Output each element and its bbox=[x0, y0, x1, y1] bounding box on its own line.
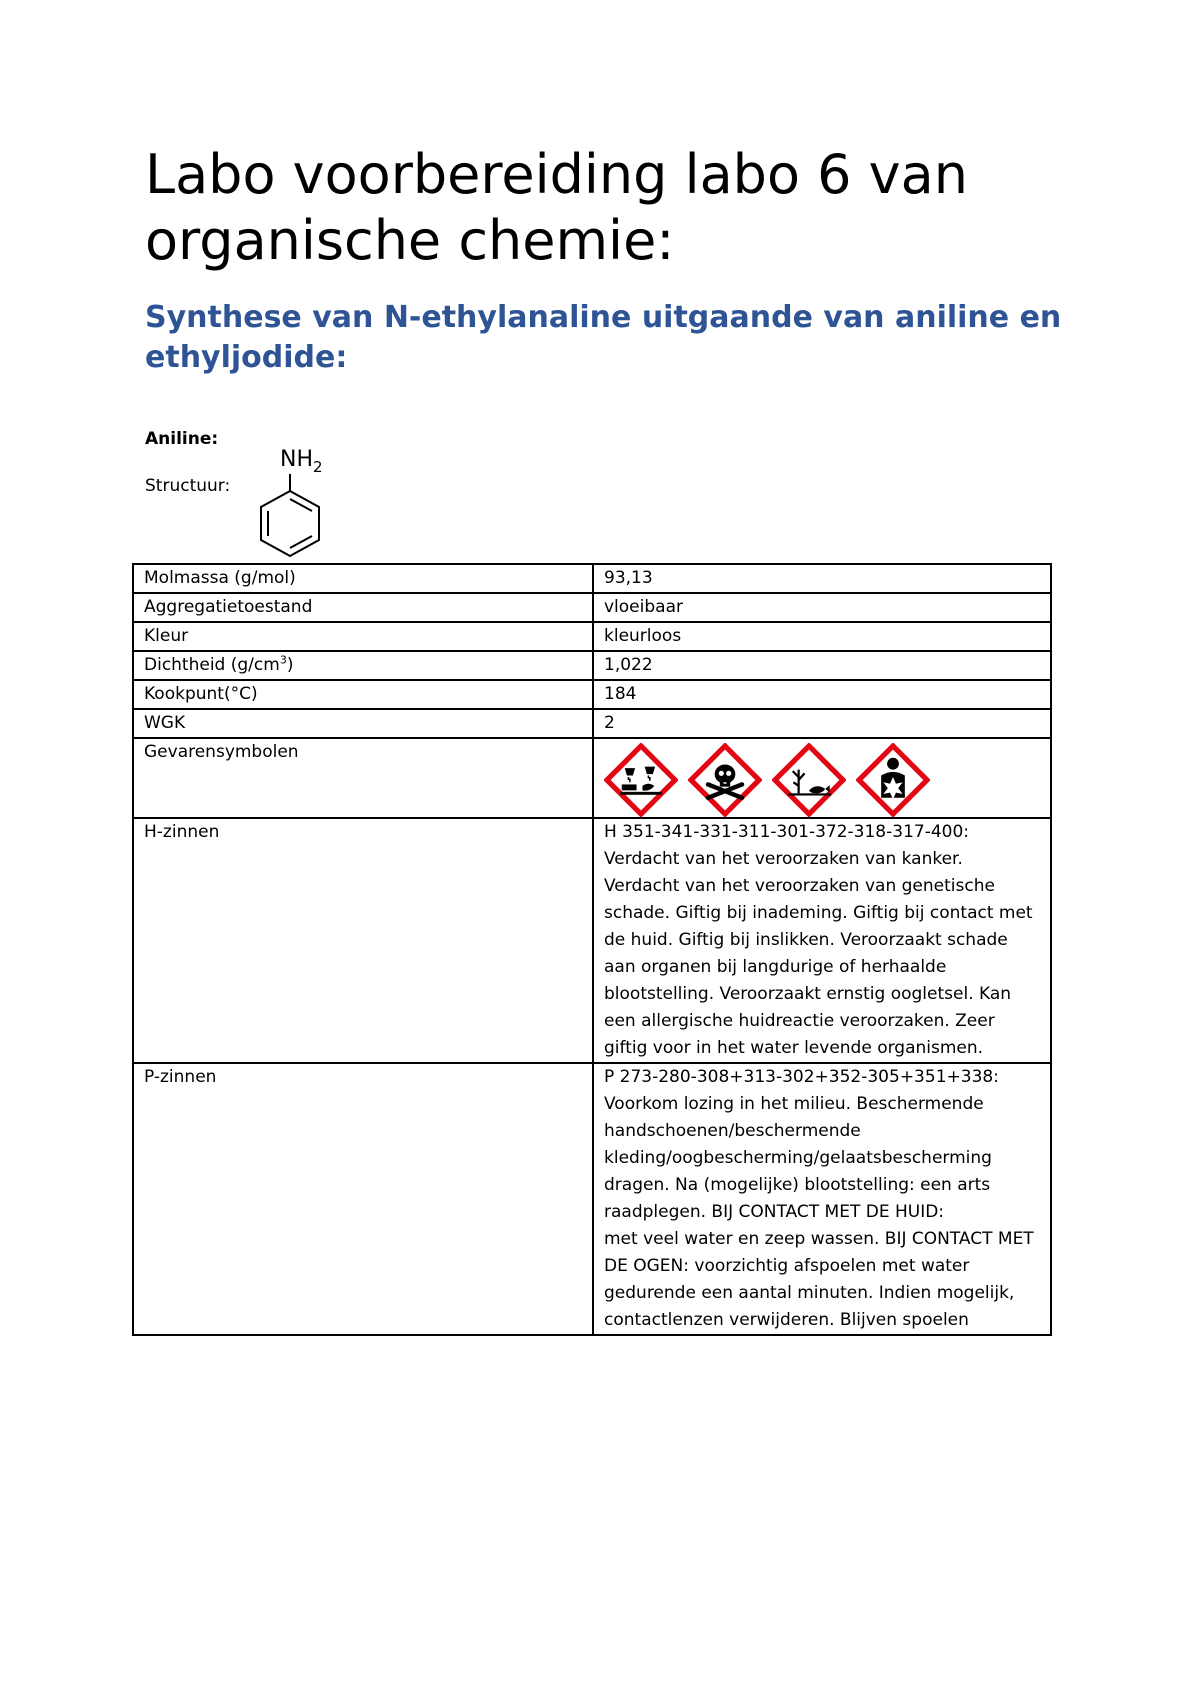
page-subtitle: Synthese van N-ethylanaline uitgaande van aniline en ethyljodide: bbox=[145, 300, 1062, 375]
table-row bbox=[133, 622, 1051, 651]
h-phrases-value: H 351-341-331-311-301-372-318-317-400: Verdacht van het veroorzaken van kanker. Verdacht van het veroorzaken van genetische schade. Giftig bij inademing. Giftig bij contact met de huid. Giftig bij inslikken. Veroorzaakt schade aan organen bij langdurige of herhaalde blootstelling. Veroorzaakt ernstig oogletsel. Kan een allergische huidreactie veroorzaken. Zeer giftig voor in het water levende organismen. bbox=[593, 818, 1051, 1063]
property-name: Molmassa (g/mol) bbox=[133, 564, 593, 593]
table-row bbox=[133, 593, 1051, 622]
properties-table bbox=[132, 563, 1052, 1336]
ghs06-toxic-skull-icon bbox=[688, 743, 762, 817]
property-value: vloeibaar bbox=[593, 593, 1051, 622]
aniline-structure-icon bbox=[255, 440, 345, 560]
ghs05-corrosive-icon bbox=[604, 743, 678, 817]
property-value: kleurloos bbox=[593, 622, 1051, 651]
ghs08-health-hazard-icon bbox=[856, 743, 930, 817]
property-name: Dichtheid $(g/cm^3)$ bbox=[133, 651, 593, 680]
page-title: Labo voorbereiding labo 6 van organische chemie: bbox=[145, 143, 968, 272]
p-phrases-text: P 273-280-308+313-302+352-305+351+338: Voorkom lozing in het milieu. Beschermende handschoenen/beschermende kleding/oogbescherming/gelaatsbescherming dragen. Na (mogelijke) blootstelling: een arts raadplegen. BIJ CONTACT MET DE HUID: bbox=[604, 1067, 999, 1222]
property-name: WGK bbox=[133, 709, 593, 738]
table-row bbox=[133, 709, 1051, 738]
ghs09-environment-icon bbox=[772, 743, 846, 817]
property-name: P-zinnen bbox=[133, 1063, 593, 1335]
structure-label: Structuur: bbox=[145, 476, 231, 496]
table-row bbox=[133, 818, 1051, 1063]
table-row bbox=[133, 680, 1051, 709]
table-row bbox=[133, 564, 1051, 593]
property-value: 2 bbox=[593, 709, 1051, 738]
property-name: Kleur bbox=[133, 622, 593, 651]
table-row bbox=[133, 738, 1051, 818]
property-name: H-zinnen bbox=[133, 818, 593, 1063]
p-phrases-value bbox=[593, 1063, 1051, 1335]
property-value: 93,13 bbox=[593, 564, 1051, 593]
property-name: Kookpunt(°C) bbox=[133, 680, 593, 709]
amine-group-label: $NH_2$ bbox=[280, 447, 323, 476]
p-phrases-text-continued: met veel water en zeep wassen. BIJ CONTACT MET DE OGEN: voorzichtig afspoelen met water gedurende een aantal minuten. Indien mogelijk, contactlenzen verwijderen. Blijven spoelen bbox=[604, 1229, 1034, 1330]
property-value: 1,022 bbox=[593, 651, 1051, 680]
table-row bbox=[133, 1063, 1051, 1335]
property-name: Gevarensymbolen bbox=[133, 738, 593, 818]
table-row bbox=[133, 651, 1051, 680]
property-value: 184 bbox=[593, 680, 1051, 709]
hazard-symbols-cell bbox=[593, 738, 1051, 818]
compound-name: Aniline: bbox=[145, 429, 219, 449]
property-name: Aggregatietoestand bbox=[133, 593, 593, 622]
